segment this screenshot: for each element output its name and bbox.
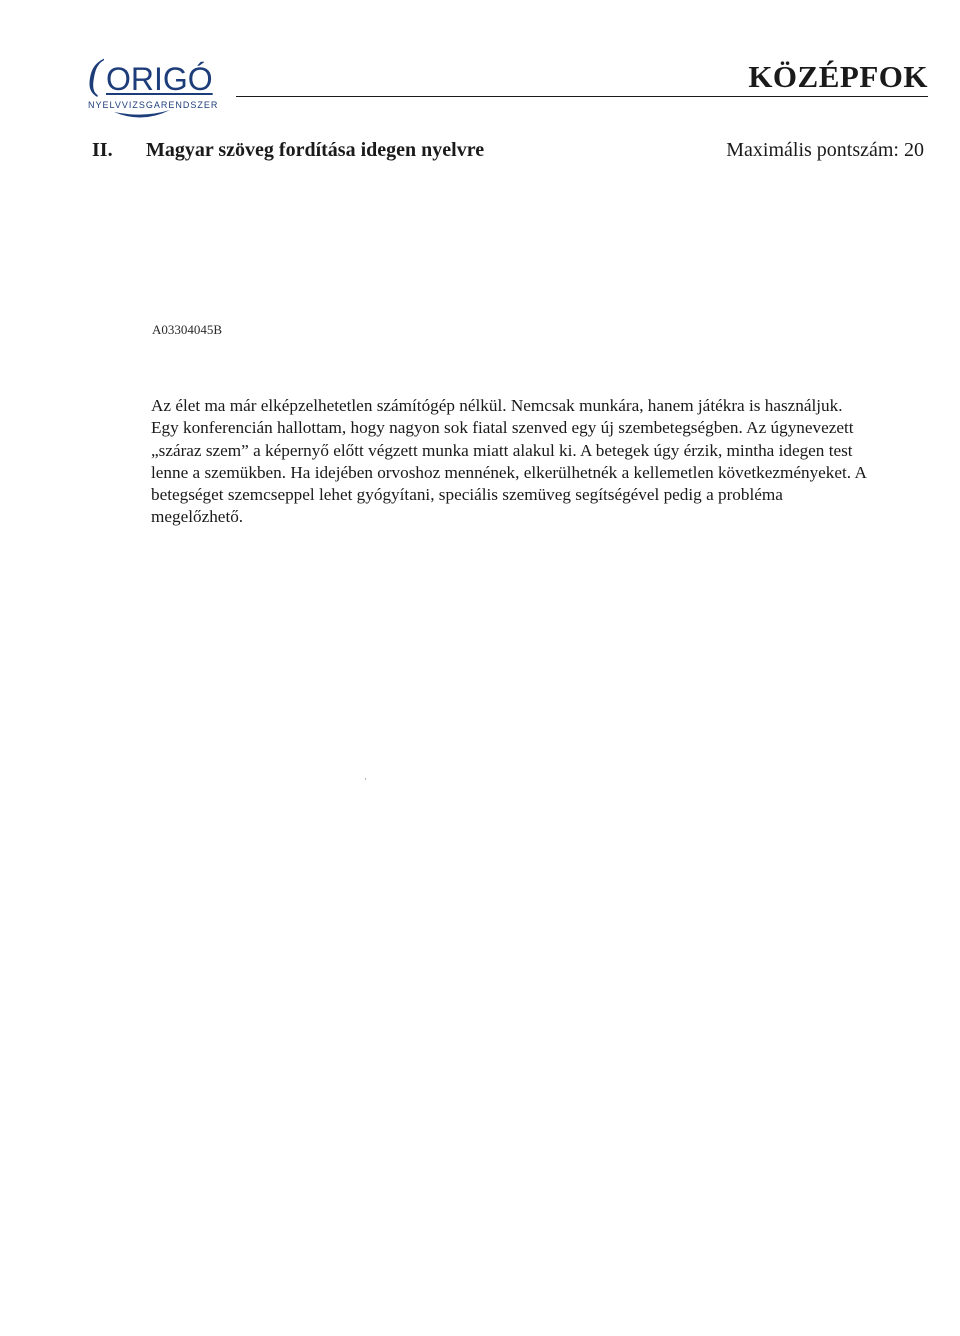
logo-parenthesis: ( bbox=[88, 52, 102, 98]
max-points: Maximális pontszám: 20 bbox=[726, 139, 924, 161]
section-number: II. bbox=[92, 139, 113, 161]
task-text: Az élet ma már elképzelhetetlen számítógép nélkül. Nemcsak munkára, hanem játékra is használjuk. Egy konferencián hallottam, hogy nagyon sok fiatal szenved egy új szembetegségben. Az úgynevezett „száraz szem” a képernyő előtt végzett munka miatt alakul ki. A betegek úgy érzik, mintha idegen test lenne a szemükben. Ha idejében orvoshoz mennének, elkerülhetnék a kellemetlen következményeket. A betegséget szemcseppel lehet gyógyítani, speciális szemüveg segítségével pedig a probléma megelőzhető. bbox=[151, 396, 866, 527]
exam-level: KÖZÉPFOK bbox=[748, 59, 928, 94]
section-heading bbox=[92, 136, 924, 166]
origo-logo bbox=[86, 50, 256, 120]
logo-name: ORIGÓ bbox=[106, 61, 213, 97]
page-header bbox=[86, 50, 930, 120]
logo-subtitle: NYELVVIZSGARENDSZER bbox=[88, 100, 219, 110]
header-rule bbox=[236, 96, 928, 97]
scan-speck: · bbox=[364, 774, 367, 784]
logo-swoosh-icon bbox=[112, 108, 172, 122]
task-code: A03304045B bbox=[152, 322, 223, 337]
section-title: Magyar szöveg fordítása idegen nyelvre bbox=[146, 139, 485, 161]
